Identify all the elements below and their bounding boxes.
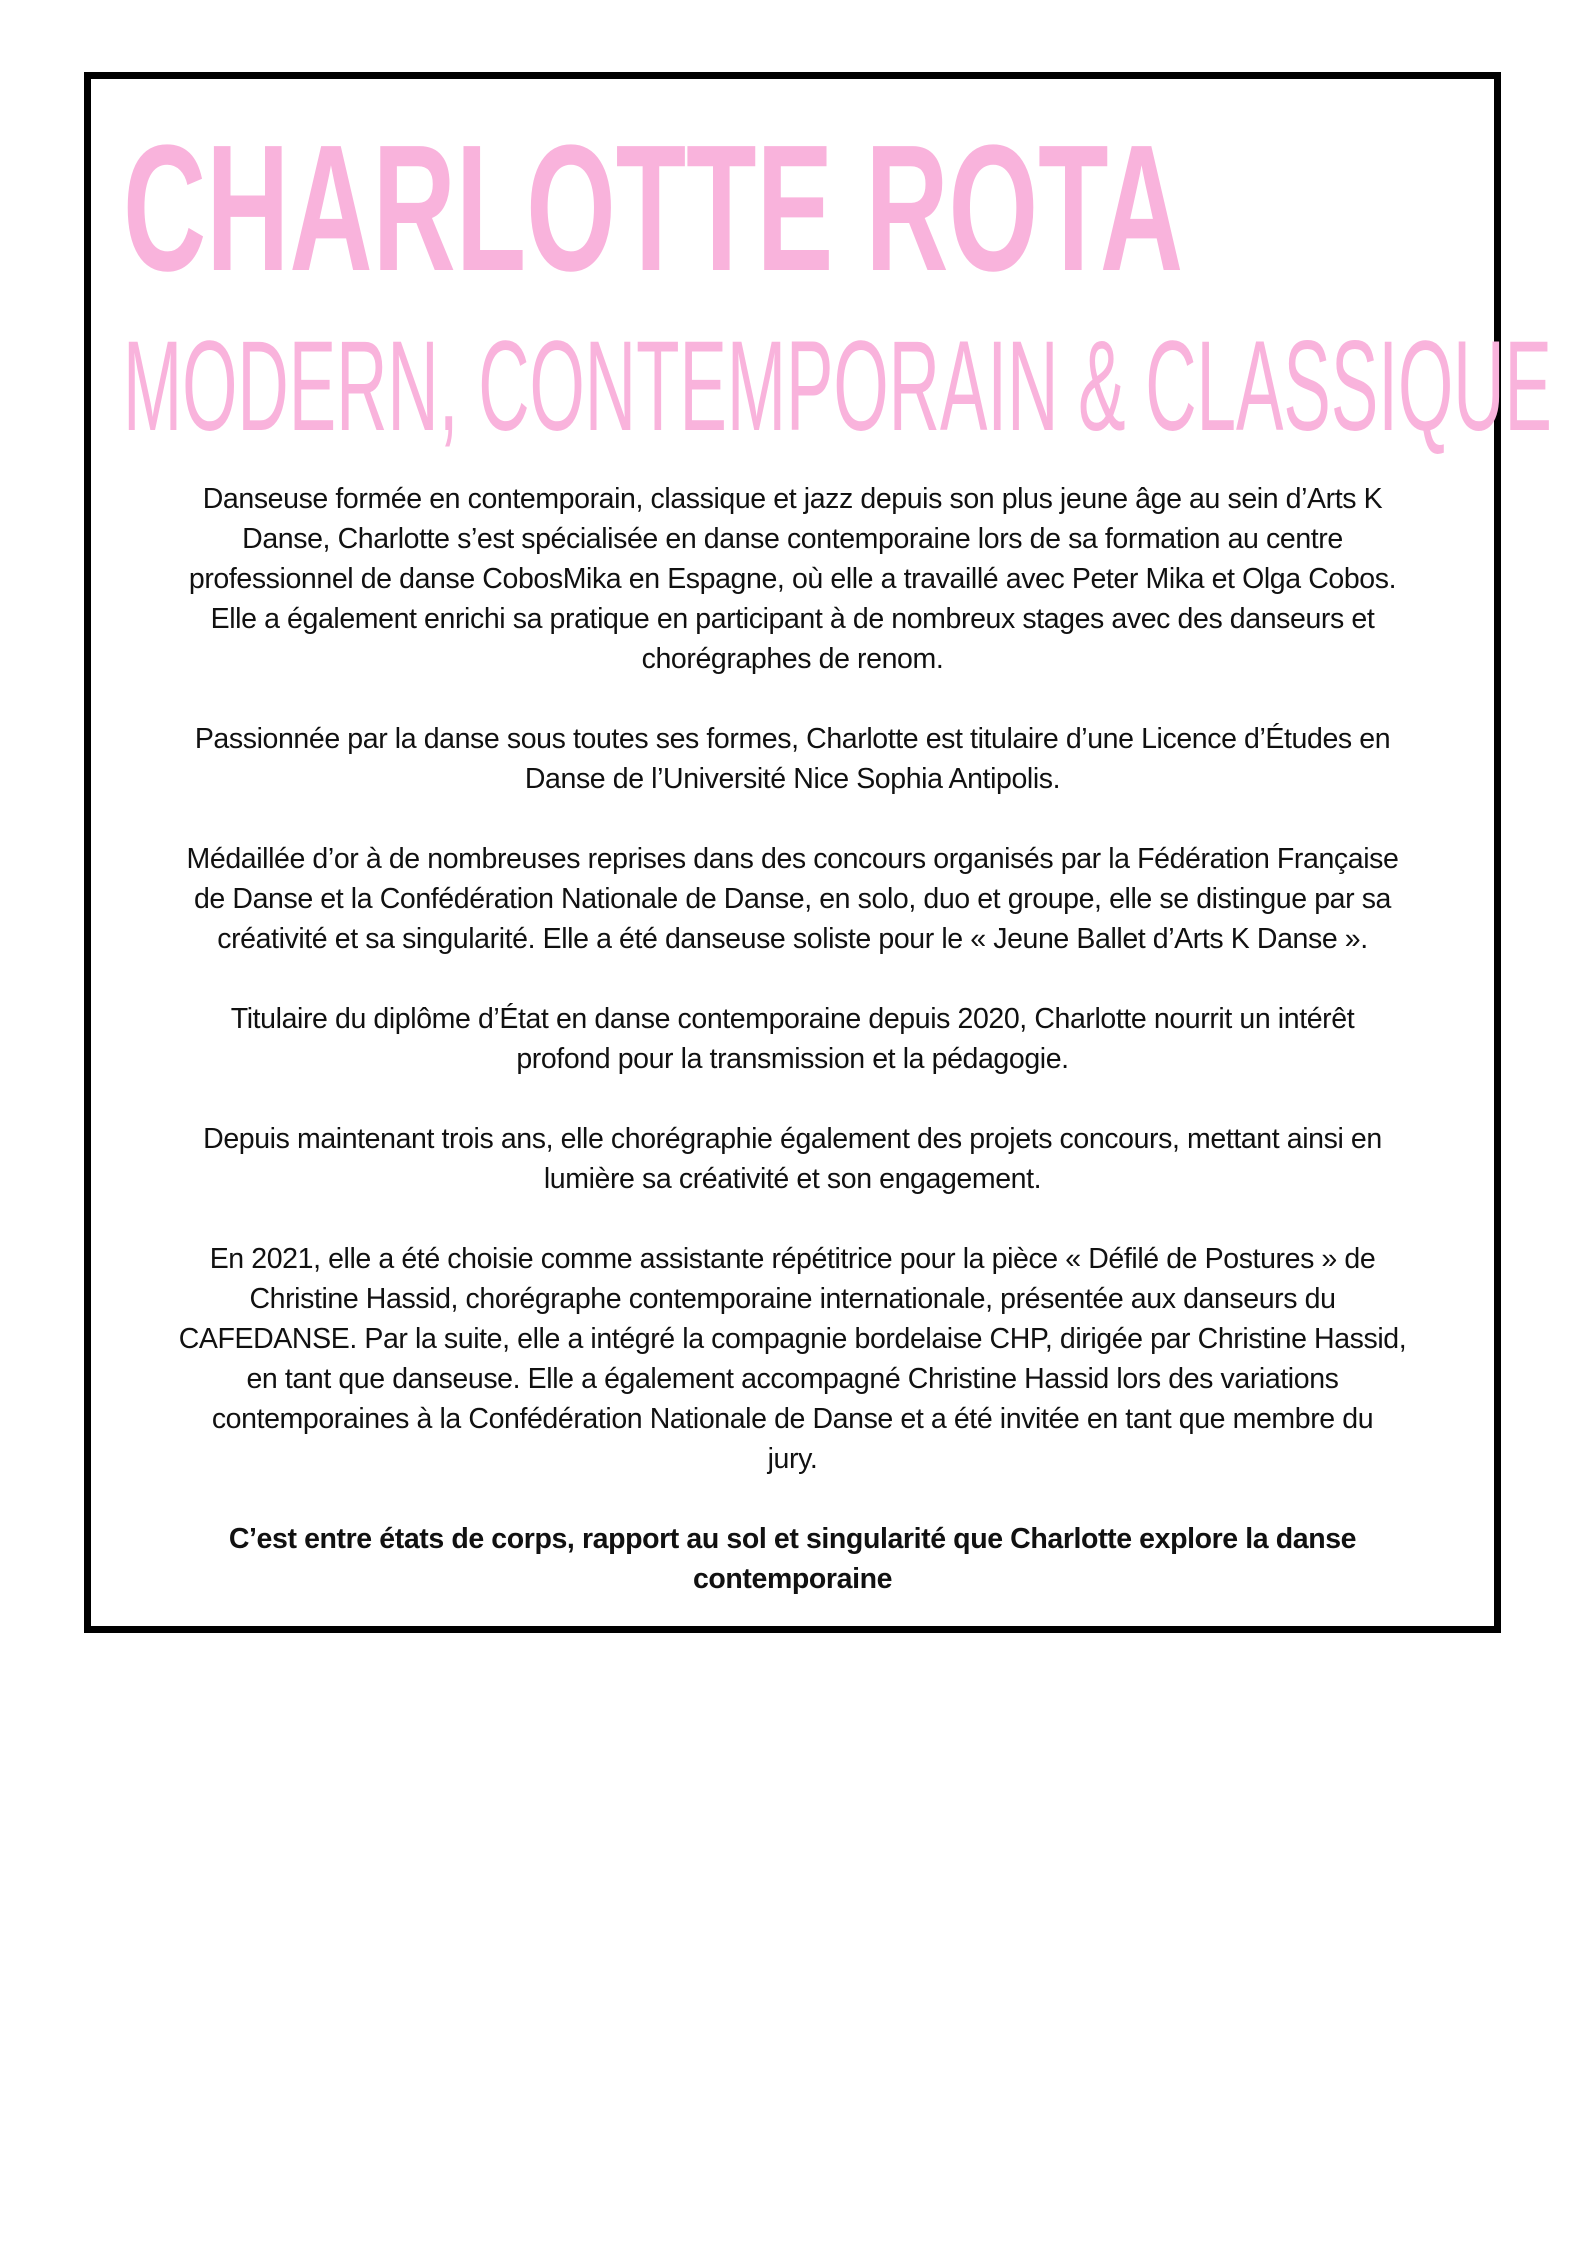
text-line: Christine Hassid, chorégraphe contemporaine internationale, présentée aux danseurs du: [249, 1283, 1336, 1315]
text-line: Danse, Charlotte s’est spécialisée en danse contemporaine lors de sa formation au centre: [242, 523, 1343, 555]
text-line: Depuis maintenant trois ans, elle chorégraphie également des projets concours, mettant ainsi en: [203, 1123, 1382, 1155]
text-line: contemporaine: [692, 1563, 893, 1595]
text-line: créativité et sa singularité. Elle a été danseuse soliste pour le « Jeune Ballet d’Arts K Danse ».: [217, 923, 1368, 955]
text-line: Titulaire du diplôme d’État en danse contemporaine depuis 2020, Charlotte nourrit un intérêt: [230, 1003, 1355, 1035]
text-line: jury.: [767, 1443, 818, 1475]
page-subtitle: MODERN, CONTEMPORAIN & CLASSIQUE: [123, 315, 1552, 458]
bio-paragraph: [121, 999, 1464, 1079]
page-title: CHARLOTTE ROTA: [123, 108, 1184, 309]
text-line: de Danse et la Confédération Nationale de Danse, en solo, duo et groupe, elle se distingue par sa: [193, 883, 1392, 915]
text-line: Médaillée d’or à de nombreuses reprises dans des concours organisés par la Fédération Française: [186, 843, 1399, 875]
closing-statement: [121, 1519, 1464, 1599]
bio-paragraph: [121, 1239, 1464, 1479]
bio-paragraph: [121, 479, 1464, 679]
text-line: Elle a également enrichi sa pratique en participant à de nombreux stages avec des danseurs et: [210, 603, 1375, 635]
text-line: en tant que danseuse. Elle a également accompagné Christine Hassid lors des variations: [246, 1363, 1339, 1395]
bio-paragraph: [121, 719, 1464, 799]
text-line: Danseuse formée en contemporain, classique et jazz depuis son plus jeune âge au sein d’Arts K: [202, 483, 1383, 515]
text-line: chorégraphes de renom.: [641, 643, 944, 675]
bio-body: [121, 479, 1464, 1599]
text-line: Passionnée par la danse sous toutes ses formes, Charlotte est titulaire d’une Licence d’Études en: [194, 723, 1391, 755]
text-line: En 2021, elle a été choisie comme assistante répétitrice pour la pièce « Défilé de Postures » de: [209, 1243, 1376, 1275]
text-line: profond pour la transmission et la pédagogie.: [516, 1043, 1069, 1075]
text-line: contemporaines à la Confédération Nationale de Danse et a été invitée en tant que membre du: [211, 1403, 1374, 1435]
bio-frame: [84, 72, 1552, 1633]
text-line: professionnel de danse CobosMika en Espagne, où elle a travaillé avec Peter Mika et Olga Cobos.: [188, 563, 1397, 595]
bio-paragraph: [121, 1119, 1464, 1199]
text-line: lumière sa créativité et son engagement.: [543, 1163, 1042, 1195]
text-line: Danse de l’Université Nice Sophia Antipolis.: [524, 763, 1061, 795]
bio-paragraph: [121, 839, 1464, 959]
text-line: CAFEDANSE. Par la suite, elle a intégré la compagnie bordelaise CHP, dirigée par Christine Hassid,: [178, 1323, 1407, 1355]
text-line: C’est entre états de corps, rapport au sol et singularité que Charlotte explore la danse: [228, 1523, 1357, 1555]
